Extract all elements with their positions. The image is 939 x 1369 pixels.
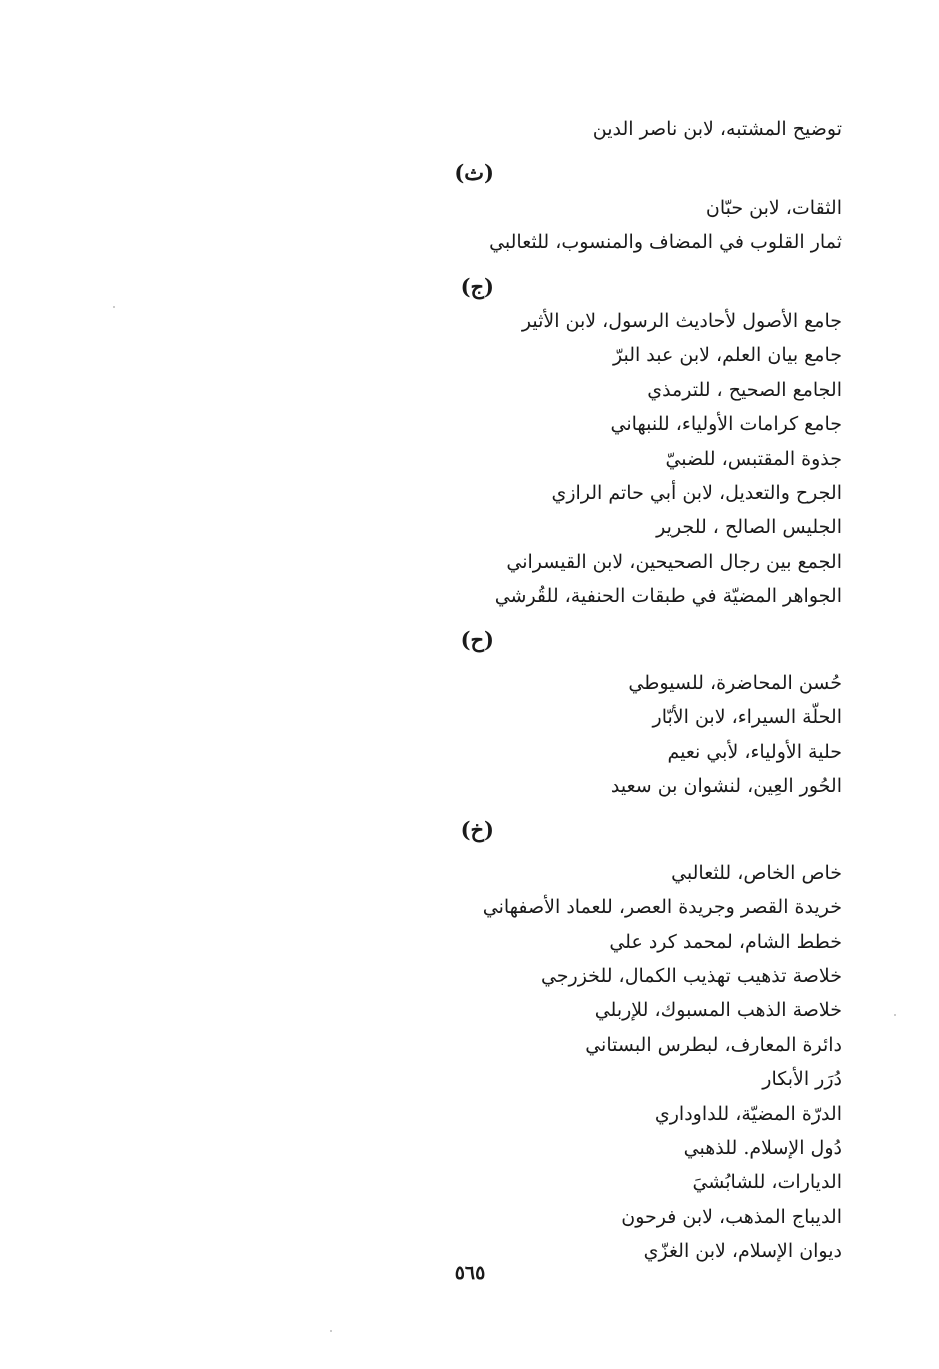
list-item: دُرَر الأبكار [762,1068,842,1091]
section-heading-ha: (ح) [460,627,494,653]
list-item: الجرح والتعديل، لابن أبي حاتم الرازي [551,481,842,504]
index-list [392,112,842,1269]
list-item: الجواهر المضيّة في طبقات الحنفية، للقُرشي [494,585,842,608]
scan-speck [330,1330,332,1332]
list-item: ثمار القلوب في المضاف والمنسوب، للثعالبي [489,231,842,254]
list-item: الجامع الصحيح ، للترمذي [647,378,842,401]
list-item: خاص الخاص، للثعالبي [671,861,842,884]
list-item: الجمع بين رجال الصحيحين، لابن القيسراني [506,550,842,573]
list-item: الديباج المذهب، لابن فرحون [621,1205,842,1228]
list-item: ديوان الإسلام، لابن الغزّي [643,1240,842,1263]
list-item: جامع كرامات الأولياء، للنبهاني [610,413,842,436]
list-item: توضيح المشتبه، لابن ناصر الدين [592,118,842,140]
list-item: جامع بيان العلم، لابن عبد البرّ [612,344,842,367]
scan-speck [894,1014,896,1016]
list-item: الديارات، للشابُشيَ [692,1171,842,1194]
list-item: جامع الأصول لأحاديث الرسول، لابن الأثير [521,309,842,332]
scan-speck [113,306,115,308]
list-item: الحلّة السيراء، لابن الأبّار [652,706,842,729]
list-item: دُول الإسلام. للذهبي [683,1136,842,1159]
list-item: الدرّة المضيّة، للداوداري [654,1102,842,1125]
list-item: الجليس الصالح ، للجرير [656,516,842,539]
list-item: خطط الشام، لمحمد كرد علي [609,930,842,953]
list-item: حلية الأولياء، لأبي نعيم [667,740,842,763]
list-item: حُسن المحاضرة، للسيوطي [628,671,842,694]
section-heading-tha: (ث) [454,160,494,186]
page-number: ٥٦٥ [454,1262,486,1284]
list-item: الثقات، لابن حبّان [705,196,842,219]
list-item: دائرة المعارف، لبطرس البستاني [585,1033,842,1056]
list-item: الحُور العِين، لنشوان بن سعيد [610,775,842,798]
list-item: خلاصة الذهب المسبوك، للإربلي [594,999,842,1022]
list-item: خريدة القصر وجريدة العصر، للعماد الأصفهاني [482,896,842,919]
section-heading-jim: (ج) [460,273,494,299]
list-item: جذوة المقتبس، للضبيّ [665,447,842,470]
list-item: خلاصة تذهيب تهذيب الكمال، للخزرجي [540,964,842,987]
section-heading-kha: (خ) [460,817,494,843]
